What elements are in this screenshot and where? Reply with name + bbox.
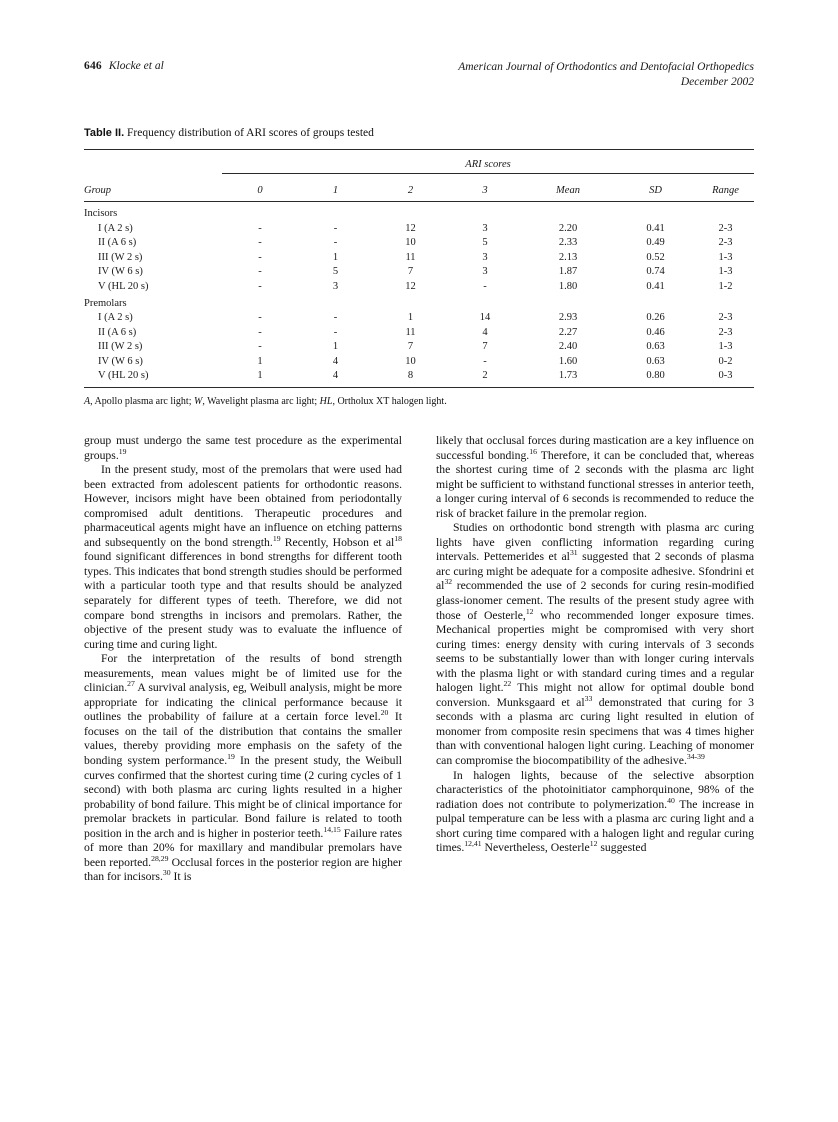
- cell-score-3: -: [483, 280, 487, 292]
- column-header-mean: Mean: [556, 185, 580, 196]
- reference-superscript: 20: [380, 708, 389, 718]
- running-head-left: [84, 60, 164, 72]
- cell-mean: 2.13: [558, 251, 578, 263]
- cell-score-1: 1: [332, 251, 339, 263]
- cell-score-1: 5: [332, 266, 339, 277]
- cell-range: 1-2: [718, 280, 733, 292]
- column-header-score-1: 1: [332, 185, 339, 196]
- reference-superscript: 12: [525, 606, 534, 616]
- reference-superscript: 14,15: [323, 824, 341, 834]
- cell-range: 2-3: [718, 326, 733, 338]
- journal-title: American Journal of Orthodontics and Dentofacial Orthopedics: [458, 61, 754, 73]
- cell-score-0: -: [258, 251, 262, 263]
- footnote-def-w: , Wavelight plasma arc light;: [202, 396, 320, 407]
- paragraph: In the present study, most of the premolars that were used had been extracted from adolescent patients for orthodontic reasons. However, incisors might have been obtained from periodontally compromised adult dentitions. Therapeutic procedures and pharmaceutical agents might have an influence on etching patterns and subsequently on the bond strength.$^{19}$ Recently, Hobson et $al^{18}$ found significant differences in bond strengths for different tooth types. This indicates that bond strength studies should be performed with a particular tooth type and that results should be analyzed separately for different types of teeth. Therefore, we did not compare bond strengths in incisors and premolars. Rather, the objective of the present study was to evaluate the influence of curing time and curing light.: [84, 463, 402, 651]
- section-title: Incisors: [84, 208, 118, 219]
- cell-sd: 0.52: [646, 251, 665, 263]
- column-header-group: Group: [84, 185, 112, 196]
- cell-score-2: 11: [405, 251, 416, 263]
- cell-range: 2-3: [718, 237, 733, 248]
- cell-score-3: 14: [479, 312, 491, 323]
- reference-superscript: 40: [667, 795, 675, 805]
- reference-superscript: 31: [569, 548, 578, 558]
- reference-superscript: 34-39: [686, 752, 705, 762]
- page-number: 646: [84, 60, 102, 72]
- cell-mean: 1.60: [558, 355, 578, 367]
- cell-score-2: 12: [405, 280, 416, 292]
- column-header-score-3: 3: [482, 185, 488, 196]
- cell-score-1: 1: [332, 341, 339, 352]
- paragraph: group must undergo the same test procedure as the experimental groups.$^{19}$: [84, 434, 402, 462]
- cell-range: 2-3: [718, 312, 733, 323]
- footnote-key-hl: HL: [319, 396, 333, 407]
- cell-range: 2-3: [718, 222, 733, 234]
- footnote-def-hl: , Ortholux XT halogen light.: [332, 396, 447, 407]
- cell-score-1: 3: [332, 280, 339, 292]
- reference-superscript: 28,29: [151, 853, 169, 863]
- cell-score-2: 7: [407, 341, 414, 352]
- issue-date: December 2002: [680, 76, 754, 88]
- cell-score-3: -: [483, 355, 487, 367]
- cell-mean: 2.27: [558, 326, 578, 338]
- table-caption: [84, 126, 754, 141]
- cell-sd: 0.49: [646, 237, 665, 248]
- body-text: [84, 434, 754, 1074]
- table-caption-text: Frequency distribution of ARI scores of groups tested: [127, 127, 374, 139]
- table-row: [84, 219, 754, 234]
- column-header-score-2: 2: [407, 185, 414, 196]
- column-header-sd: SD: [649, 185, 662, 196]
- table-row: [84, 323, 754, 338]
- cell-score-0: -: [258, 326, 262, 338]
- cell-mean: 1.80: [558, 280, 578, 292]
- table-span-header-row: [84, 150, 754, 174]
- section-title: Premolars: [84, 297, 127, 309]
- footnote-key-a: A: [84, 396, 91, 407]
- paragraph: Studies on orthodontic bond strength with plasma arc curing lights have given conflicting information regarding curing intervals. Pettemerides et $al^{31}$ suggested that 2 seconds of plasma arc curing might be adequate for a composite adhesive. Sfondrini et $al^{32}$ recommended the use of 2 seconds for curing resin-modified glass-ionomer cement. The results of the present study agree with those of Oesterle,$^{12}$ who recommended longer exposure times. Mechanical properties might be compromised with very short curing times: energy density with curing intervals of 3 seconds seems to be substantially lower than with longer curing intervals with the plasma light or with standard curing times and a regular halogen light.$^{22}$ This might not allow for optimal double bond conversion. Munksgaard et $al^{33}$ demonstrated that curing for 3 seconds with a plasma arc curing light resulted in elution of monomer from composite resin specimens that was 4 times higher than with conventional halogen light curing. Leaching of monomer can compromise the biocompatibility of the adhesive.$^{34-39}$: [436, 521, 755, 768]
- reference-superscript: 12: [589, 839, 598, 849]
- table-footnote: [84, 388, 754, 409]
- row-group-label: II (A 6 s): [98, 237, 137, 248]
- running-head-right: [458, 60, 754, 90]
- table-label: Table II.: [84, 127, 125, 139]
- reference-superscript: 18: [394, 533, 402, 543]
- cell-score-2: 7: [407, 266, 414, 277]
- cell-range: 0-2: [718, 355, 733, 367]
- cell-score-0: -: [258, 266, 262, 277]
- cell-score-1: -: [333, 237, 338, 248]
- table-row: [84, 309, 754, 324]
- cell-score-1: -: [333, 312, 338, 323]
- table-row: [84, 352, 754, 367]
- cell-mean: 2.40: [558, 341, 578, 352]
- running-head: [84, 60, 754, 100]
- row-group-label: V (HL 20 s): [98, 370, 149, 381]
- cell-score-0: -: [258, 280, 262, 292]
- cell-mean: 1.73: [558, 370, 578, 381]
- cell-score-3: 3: [482, 222, 488, 234]
- cell-score-0: 1: [257, 370, 263, 381]
- table-header-row: [84, 174, 754, 202]
- cell-range: 0-3: [718, 370, 733, 381]
- table-row: [84, 263, 754, 278]
- span-spacer: [84, 150, 222, 174]
- row-group-label: II (A 6 s): [98, 326, 137, 338]
- cell-range: 1-3: [718, 266, 733, 277]
- cell-mean: 1.87: [558, 266, 578, 277]
- cell-score-1: -: [333, 326, 338, 338]
- table-row: [84, 367, 754, 388]
- cell-score-0: 1: [257, 355, 263, 367]
- cell-sd: 0.41: [646, 222, 665, 234]
- paragraph: In halogen lights, because of the selective absorption characteristics of the photoinitiator camphorquinone, 98% of the radiation does not contribute to polymerization.$^{40}$ The increase in pulpal temperature can be less with a plasma arc curing light and a short curing time compared with a halogen light and regular curing times.$^{12,41}$ Nevertheless, Oesterle$^{12}$ suggested: [436, 768, 754, 855]
- cell-score-2: 10: [405, 355, 416, 367]
- cell-sd: 0.63: [646, 341, 665, 352]
- cell-score-1: 4: [332, 370, 339, 381]
- row-group-label: III (W 2 s): [98, 341, 143, 352]
- cell-score-2: 12: [405, 222, 416, 234]
- paragraph: likely that occlusal forces during mastication are a key influence on successful bonding.$^{16}$ Therefore, it can be concluded that, whereas the shortest curing time of 2 seconds with the plasma arc light might be sufficient to withstand functional stresses in anterior teeth, a longer curing interval of 6 seconds is recommended to reduce the risk of bracket failure in the premolar region.: [436, 434, 754, 520]
- cell-score-3: 2: [482, 370, 488, 381]
- cell-score-3: 4: [482, 326, 488, 338]
- cell-sd: 0.80: [646, 370, 665, 381]
- table-row: [84, 338, 754, 353]
- reference-superscript: 32: [444, 577, 453, 587]
- row-group-label: III (W 2 s): [98, 251, 143, 263]
- cell-sd: 0.74: [646, 266, 665, 277]
- cell-score-0: -: [258, 341, 262, 352]
- cell-sd: 0.41: [646, 280, 665, 292]
- cell-score-2: 1: [407, 312, 414, 323]
- table-section-premolars: [84, 292, 754, 309]
- body-column-left: [84, 434, 402, 885]
- cell-score-3: 7: [482, 341, 488, 352]
- cell-range: 1-3: [718, 341, 733, 352]
- footnote-def-a: , Apollo plasma arc light;: [90, 396, 194, 407]
- cell-range: 1-3: [718, 251, 733, 263]
- cell-score-2: 11: [405, 326, 416, 338]
- running-head-authors: Klocke et al: [108, 60, 164, 72]
- reference-superscript: 30: [162, 868, 171, 878]
- cell-score-3: 3: [482, 251, 488, 263]
- reference-superscript: 19: [227, 752, 235, 762]
- cell-score-0: -: [258, 222, 262, 234]
- cell-score-3: 3: [482, 266, 488, 277]
- table-row: [84, 277, 754, 292]
- reference-superscript: 19: [272, 533, 281, 543]
- column-header-range: Range: [712, 185, 739, 196]
- table-section-incisors: [84, 202, 754, 219]
- cell-sd: 0.46: [646, 326, 665, 338]
- cell-sd: 0.63: [646, 355, 665, 367]
- row-group-label: V (HL 20 s): [98, 280, 149, 292]
- cell-score-1: 4: [332, 355, 339, 367]
- footnote-key-w: W: [193, 396, 203, 407]
- reference-superscript: 12,41: [464, 839, 482, 849]
- cell-score-3: 5: [482, 237, 488, 248]
- cell-score-2: 10: [405, 237, 416, 248]
- cell-sd: 0.26: [646, 312, 665, 323]
- reference-superscript: 22: [503, 679, 512, 689]
- cell-score-1: -: [333, 222, 338, 234]
- row-group-label: I (A 2 s): [98, 222, 133, 234]
- cell-score-2: 8: [407, 370, 414, 381]
- ari-scores-span-label: ARI scores: [222, 150, 754, 174]
- reference-superscript: 16: [529, 446, 537, 456]
- cell-mean: 2.20: [558, 222, 578, 234]
- column-header-score-0: 0: [257, 185, 263, 196]
- reference-superscript: 33: [584, 693, 593, 703]
- row-group-label: I (A 2 s): [98, 312, 133, 323]
- table-row: [84, 234, 754, 249]
- ari-scores-table: [84, 149, 754, 388]
- row-group-label: IV (W 6 s): [98, 355, 143, 367]
- table-row: [84, 248, 754, 263]
- cell-score-0: -: [258, 237, 262, 248]
- row-group-label: IV (W 6 s): [98, 266, 143, 277]
- reference-superscript: 19: [118, 446, 127, 456]
- paragraph: For the interpretation of the results of bond strength measurements, mean values might be of limited use for the clinician.$^{27}$ A survival analysis, eg, Weibull analysis, might be more appropriate for indicating the clinical performance because it outlines the probability of failure at a certain force level.$^{20}$ It focuses on the tail of the distribution that contains the smaller values, thereby providing more emphasis on the safety of the bonding system performance.$^{19}$ In the present study, the Weibull curves confirmed that the shortest curing time (2 curing cycles of 1 second) with both plasma arc curing lights resulted in a higher probability of bond failure. This might be of clinical importance for premolar brackets in particular. Bond failure is related to tooth position in the arch and is higher in posterior teeth.$^{14,15}$ Failure rates of more than 20% for maxillary and mandibular premolars have been reported.$^{28,29}$ Occlusal forces in the posterior region are higher than for incisors.$^{30}$ It is: [84, 652, 403, 884]
- cell-mean: 2.93: [558, 312, 578, 323]
- body-column-right: [436, 434, 754, 856]
- cell-mean: 2.33: [558, 237, 578, 248]
- cell-score-0: -: [258, 312, 262, 323]
- table-block: [84, 126, 754, 409]
- reference-superscript: 27: [127, 679, 135, 689]
